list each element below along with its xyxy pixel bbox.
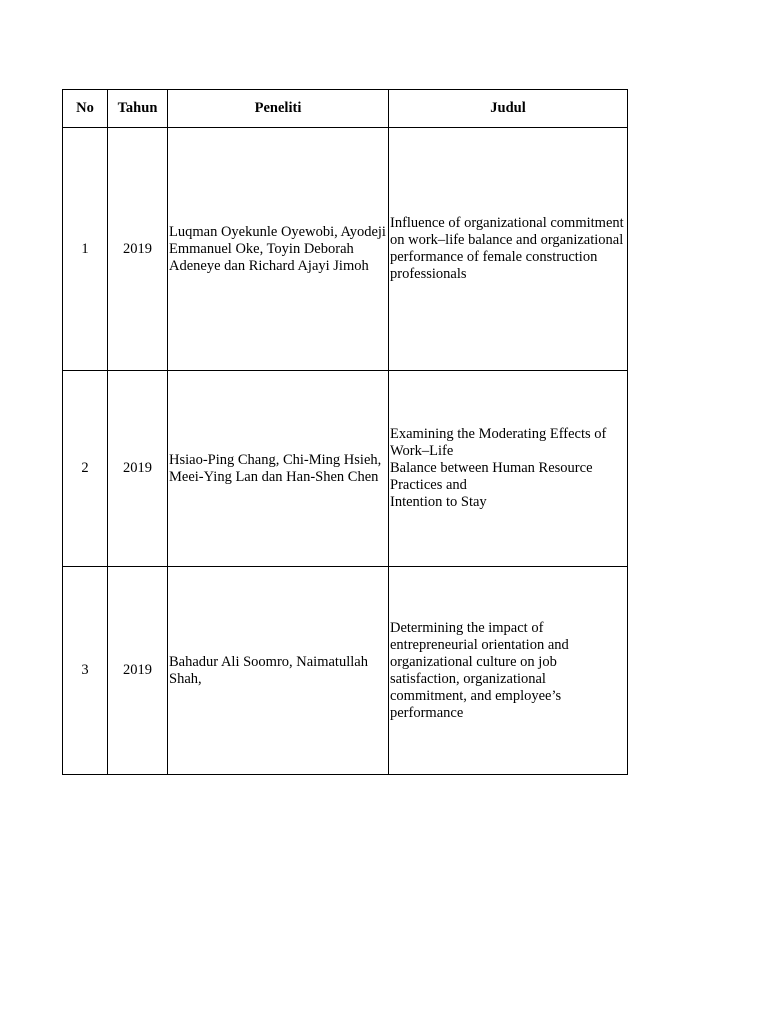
- table-row: [63, 371, 628, 567]
- row-title: Determining the impact of entrepreneurial orientation and organizational culture on job satisfaction, organizational commitment, and employee’s performance: [389, 567, 628, 775]
- header-judul: Judul: [389, 90, 628, 128]
- row-researchers: Hsiao-Ping Chang, Chi-Ming Hsieh, Meei-Ying Lan dan Han-Shen Chen: [168, 371, 389, 567]
- table-row: [63, 567, 628, 775]
- row-number: 1: [63, 128, 108, 371]
- row-title: Examining the Moderating Effects of Work–Life Balance between Human Resource Practices and Intention to Stay: [389, 371, 628, 567]
- header-no: No: [63, 90, 108, 128]
- row-year: 2019: [108, 567, 168, 775]
- table-row: [63, 128, 628, 371]
- row-year: 2019: [108, 128, 168, 371]
- row-year: 2019: [108, 371, 168, 567]
- row-number: 2: [63, 371, 108, 567]
- header-row: [63, 90, 628, 128]
- research-table: [62, 89, 628, 775]
- row-researchers: Luqman Oyekunle Oyewobi, Ayodeji Emmanuel Oke, Toyin Deborah Adeneye dan Richard Ajayi Jimoh: [168, 128, 389, 371]
- header-peneliti: Peneliti: [168, 90, 389, 128]
- row-researchers: Bahadur Ali Soomro, Naimatullah Shah,: [168, 567, 389, 775]
- row-number: 3: [63, 567, 108, 775]
- row-title: Influence of organizational commitment on work–life balance and organizational performance of female construction professionals: [389, 128, 628, 371]
- header-tahun: Tahun: [108, 90, 168, 128]
